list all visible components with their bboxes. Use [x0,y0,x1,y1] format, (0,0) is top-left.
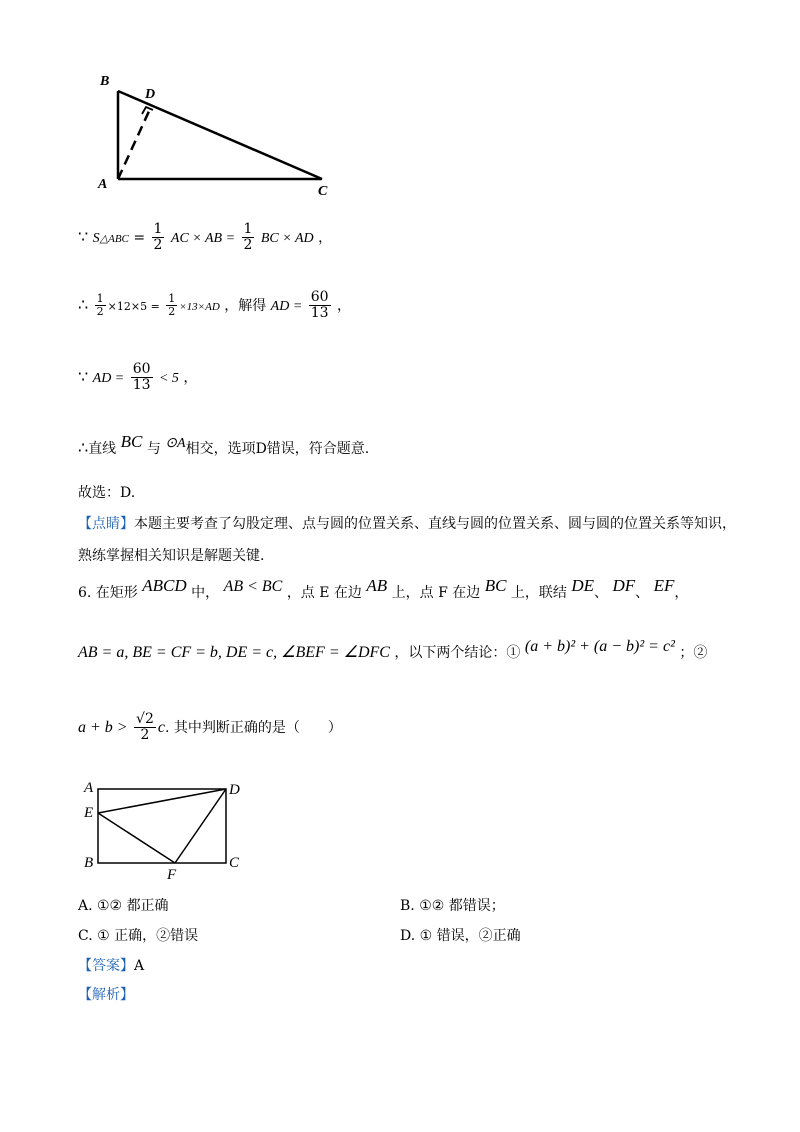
equation-solve: ∴ $\frac{1}{2}$ ×12×5 = $\frac{1}{2}$ ×13×AD ，解得 AD = $\frac{60}{13}$ ， [78,289,352,322]
question-6-line-1: 6. 在矩形 ABCD 中， AB < BC ，点 E 在边 AB 上，点 F 在边 BC 上，联结 DE、 DF、 EF， [78,576,689,601]
label-a: A [98,177,108,192]
label-c: C [318,184,328,199]
comment-line-2: 熟练掌握相关知识是解题关键. [78,548,265,564]
rectangle-figure [78,775,258,885]
label-b: B [100,74,110,89]
segment-de [98,789,226,813]
label-e: E [84,805,94,821]
segment-ef [98,813,175,863]
analysis-line: 【解析】 [78,987,134,1003]
label-d: D [145,87,156,102]
answer-line: 【答案】A [78,958,145,974]
label-f: F [167,867,177,883]
choice-line: 故选：D. [78,485,136,501]
label-b: B [84,855,94,871]
because-symbol: ∵ [78,226,89,246]
label-d: D [229,782,240,798]
comment-line-1: 【点睛】本题主要考查了勾股定理、点与圆的位置关系、直线与圆的位置关系、圆与圆的位置关系等知识， [78,516,736,532]
conclusion-line: ∴直线 BC 与 ⊙A相交，选项D错误，符合题意. [78,432,370,457]
option-c[interactable]: C. ① 正确，②错误 [78,928,199,944]
equation-area: ∵ S△ABC = $\frac{1}{2}$ AC × AB = $\frac{1}{2}$ BC × AD ， [78,221,333,254]
label-a: A [84,780,94,796]
option-a[interactable]: A. ①② 都正确 [78,898,169,914]
triangle-figure [90,65,340,200]
option-b[interactable]: B. ①② 都错误； [400,898,505,914]
altitude-ad [118,109,150,179]
option-d[interactable]: D. ① 错误，②正确 [400,928,521,944]
question-6-line-3: a + b > $\frac{√2}{2}$ c. 其中判断正确的是（ ） [78,711,342,744]
question-6-line-2: AB = a, BE = CF = b, DE = c, ∠BEF = ∠DFC ，以下两个结论：① (a + b)² + (a − b)² = c² ；② [78,638,708,661]
side-bc [118,91,322,179]
segment-df [175,789,226,863]
label-c: C [229,855,240,871]
equation-compare: ∵ AD = $\frac{60}{13}$ < 5 ， [78,361,198,394]
